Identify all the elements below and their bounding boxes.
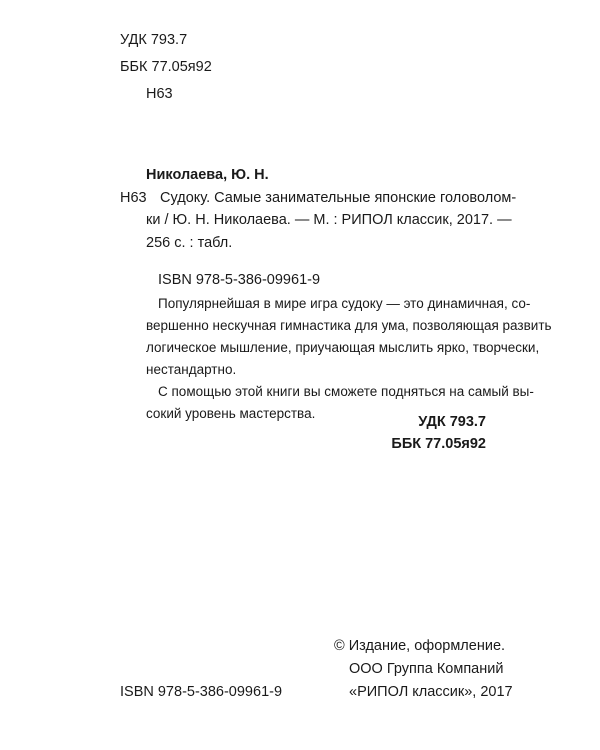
annotation-line: сокий уровень мастерства. xyxy=(146,406,316,421)
copyright-line-1: © Издание, оформление. xyxy=(334,638,506,654)
entry-line-1: Судоку. Самые занимательные японские головолом- xyxy=(160,190,517,206)
classification-bbk: ББК 77.05я92 xyxy=(391,436,486,452)
footer-isbn: ISBN 978-5-386-09961-9 xyxy=(120,684,283,700)
classification-udk: УДК 793.7 xyxy=(418,414,486,430)
entry-code: Н63 xyxy=(120,190,147,206)
entry-author: Николаева, Ю. Н. xyxy=(146,167,269,183)
header-udk: УДК 793.7 xyxy=(120,32,188,48)
annotation-line: логическое мышление, приучающая мыслить ярко, творчески, xyxy=(146,340,540,355)
entry-line-3: 256 с. : табл. xyxy=(146,235,233,251)
annotation-line: вершенно нескучная гимнастика для ума, позволяющая развить xyxy=(146,318,552,333)
annotation-line: Популярнейшая в мире игра судоку — это динамичная, со- xyxy=(158,296,531,311)
header-bbk: ББК 77.05я92 xyxy=(120,59,212,75)
copyright-line-3: «РИПОЛ классик», 2017 xyxy=(349,684,513,700)
annotation-line: С помощью этой книги вы сможете подняться на самый вы- xyxy=(158,384,534,399)
copyright-line-2: ООО Группа Компаний xyxy=(349,661,504,677)
header-author-code: Н63 xyxy=(146,86,173,102)
entry-isbn: ISBN 978-5-386-09961-9 xyxy=(158,272,321,288)
entry-line-2: ки / Ю. Н. Николаева. — М. : РИПОЛ классик, 2017. — xyxy=(146,212,512,228)
annotation-line: нестандартно. xyxy=(146,362,237,377)
